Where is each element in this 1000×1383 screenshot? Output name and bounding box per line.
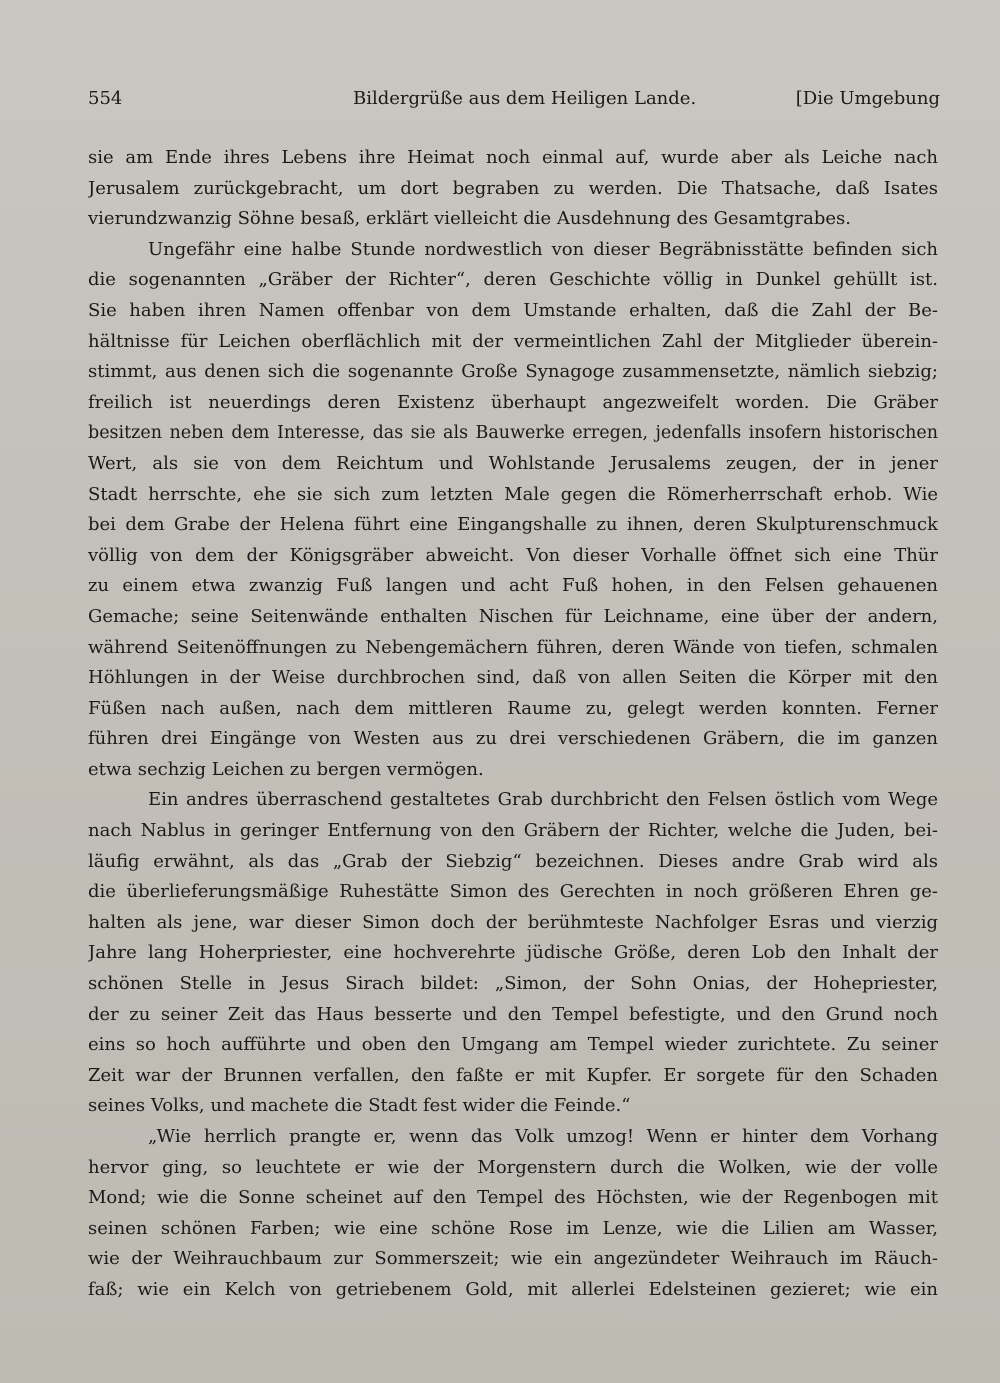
text-line: Gemache; seine Seitenwände enthalten Nischen für Leichname, eine über der andern, — [88, 605, 938, 627]
text-line: Ein andres überraschend gestaltetes Grab durchbricht den Felsen östlich vom Wege — [148, 789, 938, 811]
text-line: eins so hoch aufführte und oben den Umgang am Tempel wieder zurichtete. Zu seiner — [88, 1034, 938, 1056]
text-line: Mond; wie die Sonne scheinet auf den Tempel des Höchsten, wie der Regenbogen mit — [88, 1187, 938, 1209]
text-line: völlig von dem der Königsgräber abweicht. Von dieser Vorhalle öffnet sich eine Thür — [88, 544, 938, 566]
text-line: Jahre lang Hoherpriester, eine hochverehrte jüdische Größe, deren Lob den Inhalt der — [88, 942, 938, 964]
text-line: stimmt, aus denen sich die sogenannte Große Synagoge zusammensetzte, nämlich siebzig; — [88, 361, 938, 383]
text-line: faß; wie ein Kelch von getriebenem Gold, mit allerlei Edelsteinen gezieret; wie ein — [88, 1278, 938, 1300]
body-text — [88, 143, 938, 1306]
text-line: die sogenannten „Gräber der Richter“, deren Geschichte völlig in Dunkel gehüllt ist. — [88, 269, 938, 291]
page-number: 554 — [88, 88, 123, 109]
text-line: führen drei Eingänge von Westen aus zu drei verschiedenen Gräbern, die im ganzen — [88, 728, 938, 750]
text-line: hervor ging, so leuchtete er wie der Morgenstern durch die Wolken, wie der volle — [88, 1156, 938, 1178]
running-title: Bildergrüße aus dem Heiligen Lande. — [353, 88, 697, 109]
text-line: vierundzwanzig Söhne besaß, erklärt vielleicht die Ausdehnung des Gesamtgrabes. — [88, 208, 851, 230]
text-line: halten als jene, war dieser Simon doch der berühmteste Nachfolger Esras und vierzig — [88, 911, 938, 933]
text-line: zu einem etwa zwanzig Fuß langen und acht Fuß hohen, in den Felsen gehauenen — [88, 575, 938, 597]
text-line: der zu seiner Zeit das Haus besserte und den Tempel befestigte, und den Grund noch — [88, 1003, 938, 1025]
text-line: „Wie herrlich prangte er, wenn das Volk umzog! Wenn er hinter dem Vorhang — [148, 1126, 938, 1147]
text-line: Sie haben ihren Namen offenbar von dem Umstande erhalten, daß die Zahl der Be- — [88, 299, 938, 321]
text-line: etwa sechzig Leichen zu bergen vermögen. — [88, 758, 484, 780]
text-line: nach Nablus in geringer Entfernung von den Gräbern der Richter, welche die Juden, bei- — [88, 820, 938, 842]
text-line: besitzen neben dem Interesse, das sie als Bauwerke erregen, jedenfalls insofern historischen — [88, 423, 938, 444]
text-line: hältnisse für Leichen oberflächlich mit der vermeintlichen Zahl der Mitglieder überein- — [88, 330, 938, 352]
text-line: Füßen nach außen, nach dem mittleren Raume zu, gelegt werden konnten. Ferner — [88, 697, 938, 719]
text-line: wie der Weihrauchbaum zur Sommerszeit; wie ein angezündeter Weihrauch im Räuch- — [88, 1248, 938, 1270]
text-line: seinen schönen Farben; wie eine schöne Rose im Lenze, wie die Lilien am Wasser, — [88, 1217, 938, 1239]
text-line: freilich ist neuerdings deren Existenz überhaupt angezweifelt worden. Die Gräber — [88, 391, 938, 413]
text-line: Stadt herrschte, ehe sie sich zum letzten Male gegen die Römerherrschaft erhob. Wie — [88, 483, 938, 505]
text-line: schönen Stelle in Jesus Sirach bildet: „Simon, der Sohn Onias, der Hohepriester, — [88, 973, 938, 995]
text-line: während Seitenöffnungen zu Nebengemächern führen, deren Wände von tiefen, schmalen — [88, 636, 938, 658]
page-header — [88, 88, 940, 116]
text-line: läufig erwähnt, als das „Grab der Siebzig“ bezeichnen. Dieses andre Grab wird als — [88, 850, 938, 872]
text-line: Wert, als sie von dem Reichtum und Wohlstande Jerusalems zeugen, der in jener — [88, 452, 938, 474]
text-line: Jerusalem zurückgebracht, um dort begraben zu werden. Die Thatsache, daß Isates — [88, 177, 938, 199]
text-line: bei dem Grabe der Helena führt eine Eingangshalle zu ihnen, deren Skulpturenschmuck — [88, 514, 938, 536]
text-line: Ungefähr eine halbe Stunde nordwestlich von dieser Begräbnisstätte befinden sich — [148, 238, 938, 260]
text-line: Zeit war der Brunnen verfallen, den faßte er mit Kupfer. Er sorgete für den Schaden — [88, 1064, 938, 1086]
text-line: Höhlungen in der Weise durchbrochen sind, daß von allen Seiten die Körper mit den — [88, 667, 938, 689]
section-heading: [Die Umgebung — [795, 88, 940, 109]
text-line: die überlieferungsmäßige Ruhestätte Simon des Gerechten in noch größeren Ehren ge- — [88, 881, 938, 903]
text-line: sie am Ende ihres Lebens ihre Heimat noch einmal auf, wurde aber als Leiche nach — [88, 147, 938, 168]
text-line: seines Volks, und machete die Stadt fest wider die Feinde.“ — [88, 1095, 631, 1117]
